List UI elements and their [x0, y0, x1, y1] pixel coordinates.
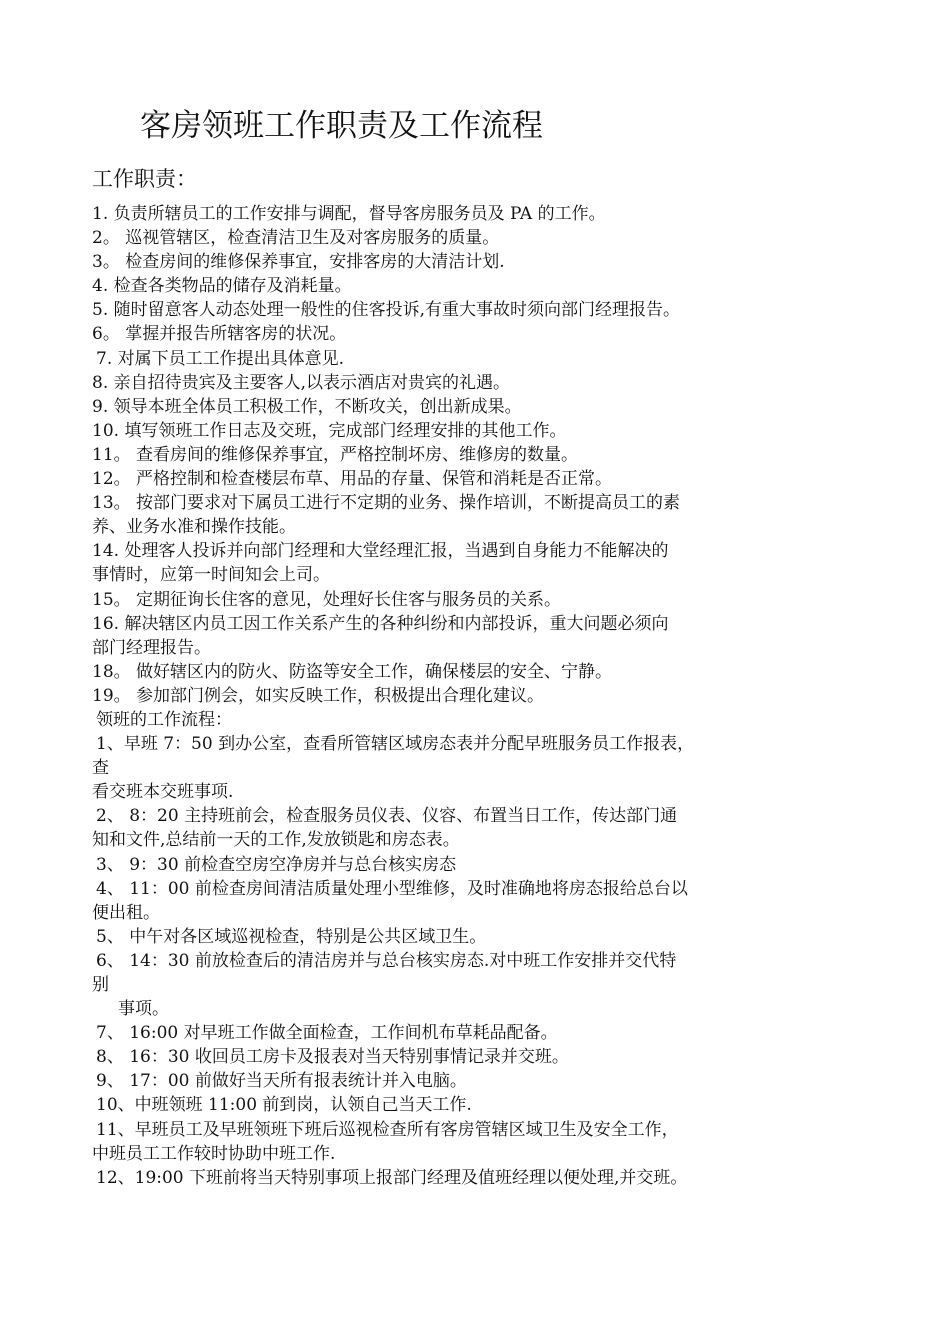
text-line: 中班员工工作较时协助中班工作.: [92, 1143, 336, 1164]
text-line: 知和文件,总结前一天的工作,发放锁匙和房态表。: [92, 830, 460, 851]
text-line: 便出租。: [92, 902, 160, 923]
text-line: 事情时，应第一时间知会上司。: [92, 565, 330, 586]
text-line: 19。 参加部门例会，如实反映工作，积极提出合理化建议。: [92, 685, 545, 706]
text-line: 15。 定期征询长住客的意见，处理好长住客与服务员的关系。: [92, 589, 562, 610]
text-line: 1. 负责所辖员工的工作安排与调配，督导客房服务员及 PA 的工作。: [92, 204, 606, 224]
text-line: 6。 掌握并报告所辖客房的状况。: [92, 324, 347, 345]
text-line: 13。 按部门要求对下属员工进行不定期的业务、操作培训，不断提高员工的素: [92, 493, 681, 514]
text-line: 5、 中午对各区域巡视检查，特别是公共区域卫生。: [96, 926, 487, 947]
text-line: 10、中班领班 11:00 前到岗，认领自己当天工作.: [96, 1095, 472, 1116]
text-line: 16. 解决辖区内员工因工作关系产生的各种纠纷和内部投诉，重大问题必须向: [92, 613, 669, 634]
text-line: 4、 11：00 前检查房间清洁质量处理小型维修，及时准确地将房态报给总台以: [96, 878, 688, 899]
text-line: 3、 9：30 前检查空房空净房并与总台核实房态: [96, 854, 457, 875]
text-line: 8. 亲自招待贵宾及主要客人,以表示酒店对贵宾的礼遇。: [92, 372, 511, 393]
text-line: 7、 16:00 对早班工作做全面检查，工作间机布草耗品配备。: [96, 1023, 558, 1044]
text-line: 4. 检查各类物品的储存及消耗量。: [92, 276, 352, 297]
text-line: 看交班本交班事项.: [92, 782, 234, 803]
text-line: 养、业务水准和操作技能。: [92, 517, 296, 538]
text-line: 18。 做好辖区内的防火、防盗等安全工作，确保楼层的安全、宁静。: [92, 661, 613, 682]
text-line: 8、 16：30 收回员工房卡及报表对当天特别事情记录并交班。: [96, 1047, 569, 1068]
text-line: 3。 检查房间的维修保养事宜，安排客房的大清洁计划.: [92, 252, 505, 273]
text-line: 12、19:00 下班前将当天特别事项上报部门经理及值班经理以便处理,并交班。: [96, 1167, 688, 1188]
text-line: 7. 对属下员工工作提出具体意见.: [96, 348, 345, 369]
text-line: 5. 随时留意客人动态处理一般性的住客投诉,有重大事故时须向部门经理报告。: [92, 300, 681, 321]
text-line: 1、早班 7：50 到办公室，查看所管辖区域房态表并分配早班服务员工作报表，: [96, 734, 695, 755]
text-line: 11。 查看房间的维修保养事宜，严格控制坏房、维修房的数量。: [92, 444, 579, 465]
text-line: 领班的工作流程：: [96, 709, 232, 730]
document-body: [92, 202, 862, 1190]
text-line: 9、 17：00 前做好当天所有报表统计并入电脑。: [96, 1071, 467, 1092]
text-line: 查: [92, 758, 109, 779]
text-line: 6、 14：30 前放检查后的清洁房并与总台核实房态.对中班工作安排并交代特: [96, 950, 677, 971]
text-line: 事项。: [118, 999, 169, 1020]
text-line: 9. 领导本班全体员工积极工作，不断攻关，创出新成果。: [92, 396, 522, 417]
document-title: 客房领班工作职责及工作流程: [140, 108, 543, 144]
text-line: 10. 填写领班工作日志及交班，完成部门经理安排的其他工作。: [92, 420, 567, 441]
duties-heading: 工作职责：: [92, 167, 197, 191]
text-line: 12。 严格控制和检查楼层布草、用品的存量、保管和消耗是否正常。: [92, 469, 613, 490]
text-line: 2。 巡视管辖区，检查清洁卫生及对客房服务的质量。: [92, 228, 500, 249]
text-line: 别: [92, 975, 109, 995]
text-line: 11、早班员工及早班领班下班后巡视检查所有客房管辖区域卫生及安全工作，: [96, 1119, 679, 1140]
text-line: 部门经理报告。: [92, 637, 211, 658]
text-line: 2、 8：20 主持班前会，检查服务员仪表、仪容、布置当日工作，传达部门通: [96, 806, 678, 827]
text-line: 14. 处理客人投诉并向部门经理和大堂经理汇报，当遇到自身能力不能解决的: [92, 541, 669, 562]
